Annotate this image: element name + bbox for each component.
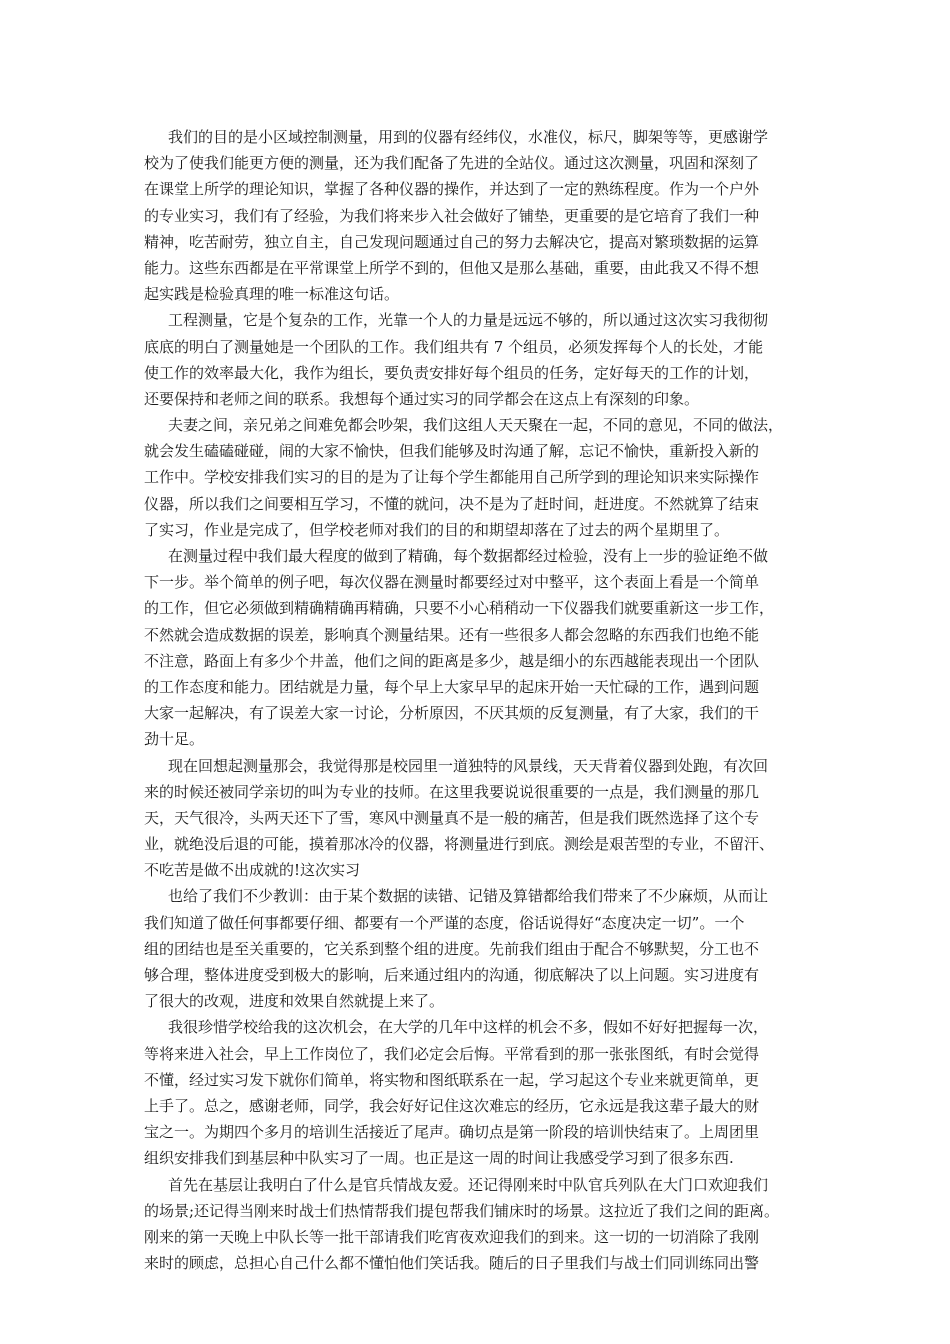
text-line: 不注意，路面上有多少个井盖，他们之间的距离是多少，越是细小的东西越能表现出一个团队 [144,651,760,670]
text-line: 的工作，但它必须做到精确精确再精确，只要不小心稍稍动一下仪器我们就要重新这一步工作， [144,599,775,618]
text-line: 大家一起解决，有了误差大家一讨论，分析原因，不厌其烦的反复测量，有了大家，我们的干 [144,704,760,723]
text-line: 校为了使我们能更方便的测量，还为我们配备了先进的全站仪。通过这次测量，巩固和深刻了 [144,154,760,173]
text-line: 精神，吃苦耐劳，独立自主，自己发现问题通过自己的努力去解决它，提高对繁琐数据的运算 [144,232,760,251]
text-line: 组的团结也是至关重要的，它关系到整个组的进度。先前我们组由于配合不够默契，分工也不 [144,939,760,958]
text-line: 还要保持和老师之间的联系。我想每个通过实习的同学都会在这点上有深刻的印象。 [144,389,700,408]
text-line: 在课堂上所学的理论知识，掌握了各种仪器的操作，并达到了一定的熟练程度。作为一个户外 [144,180,760,199]
text-line: 仪器，所以我们之间要相互学习，不懂的就问，决不是为了赶时间，赶进度。不然就算了结束 [144,494,760,513]
text-line: 够合理，整体进度受到极大的影响，后来通过组内的沟通，彻底解决了以上问题。实习进度有 [144,966,760,984]
text-line: 不然就会造成数据的误差，影响真个测量结果。还有一些很多人都会忽略的东西我们也绝不能 [144,625,760,644]
text-line: 工作中。学校安排我们实习的目的是为了让每个学生都能用自己所学到的理论知识来实际操作 [144,468,760,487]
text-line: 首先在基层让我明白了什么是官兵情战友爱。还记得刚来时中队官兵列队在大门口欢迎我们 [168,1175,769,1194]
text-line: 我们的目的是小区域控制测量，用到的仪器有经纬仪，水准仪，标尺，脚架等等，更感谢学 [168,128,769,146]
text-line: 刚来的第一天晚上中队长等一批干部请我们吃宵夜欢迎我们的到来。这一切的一切消除了我刚 [144,1227,760,1246]
text-line: 来的时候还被同学亲切的叫为专业的技师。在这里我要说说很重要的一点是，我们测量的那几 [144,782,760,801]
text-line: 业，就绝没后退的可能，摸着那冰冷的仪器，将测量进行到底。测绘是艰苦型的专业，不留汗、 [144,835,775,854]
text-line: 工程测量，它是个复杂的工作，光靠一个人的力量是远远不够的，所以通过这次实习我彻彻 [168,311,769,330]
text-line: 夫妻之间，亲兄弟之间难免都会吵架，我们这组人天天聚在一起，不同的意见，不同的做法， [168,416,784,435]
text-line: 下一步。举个简单的例子吧，每次仪器在测量时都要经过对中整平，这个表面上看是一个简单 [144,573,760,592]
text-line: 不懂，经过实习发下就你们简单，将实物和图纸联系在一起，学习起这个专业来就更简单，更 [144,1070,760,1089]
text-line: 使工作的效率最大化，我作为组长，要负责安排好每个组员的任务，定好每天的工作的计划， [144,363,760,382]
text-line: 不吃苦是做不出成就的!这次实习 [144,861,361,880]
text-line: 宝之一。为期四个多月的培训生活接近了尾声。确切点是第一阶段的培训快结束了。上周团里 [144,1123,760,1142]
text-line: 来时的顾虑，总担心自己什么都不懂怕他们笑话我。随后的日子里我们与战士们同训练同出警 [144,1254,760,1273]
text-line: 劲十足。 [144,730,205,749]
text-line: 能力。这些东西都是在平常课堂上所学不到的，但他又是那么基础，重要，由此我又不得不想 [144,258,760,277]
text-line: 起实践是检验真理的唯一标准这句话。 [144,285,400,304]
text-line: 现在回想起测量那会，我觉得那是校园里一道独特的风景线，天天背着仪器到处跑，有次回 [168,756,769,775]
text-line: 我很珍惜学校给我的这次机会，在大学的几年中这样的机会不多，假如不好好把握每一次， [168,1018,769,1037]
text-line: 的专业实习，我们有了经验，为我们将来步入社会做好了铺垫，更重要的是它培育了我们一种 [144,206,760,225]
text-line: 了实习，作业是完成了，但学校老师对我们的目的和期望却落在了过去的两个星期里了。 [144,520,730,539]
text-line: 组织安排我们到基层种中队实习了一周。也正是这一周的时间让我感受学习到了很多东西. [144,1149,734,1168]
text-line: 的场景;还记得当刚来时战士们热情帮我们提包帮我们铺床时的场景。这拉近了我们之间的距离。 [144,1201,780,1220]
text-line: 就会发生磕磕碰碰，闹的大家不愉快，但我们能够及时沟通了解，忘记不愉快，重新投入新的 [144,442,760,461]
text-line: 底底的明白了测量她是一个团队的工作。我们组共有 7 个组员，必须发挥每个人的长处，才能 [144,337,764,356]
text-line: 了很大的改观，进度和效果自然就提上来了。 [144,992,445,1011]
document-body [144,124,804,1276]
text-line: 在测量过程中我们最大程度的做到了精确，每个数据都经过检验，没有上一步的验证绝不做 [168,547,769,565]
text-line: 的工作态度和能力。团结就是力量，每个早上大家早早的起床开始一天忙碌的工作，遇到问题 [144,677,760,696]
text-line: 等将来进入社会，早上工作岗位了，我们必定会后悔。平常看到的那一张张图纸，有时会觉得 [144,1044,760,1063]
text-line: 我们知道了做任何事都要仔细、都要有一个严谨的态度，俗话说得好“态度决定一切”。一个 [144,913,745,932]
text-line: 也给了我们不少教训：由于某个数据的读错、记错及算错都给我们带来了不少麻烦，从而让 [168,887,769,906]
text-line: 上手了。总之，感谢老师，同学，我会好好记住这次难忘的经历，它永远是我这辈子最大的财 [144,1096,760,1115]
text-line: 天，天气很冷，头两天还下了雪，寒风中测量真不是一般的痛苦，但是我们既然选择了这个专 [144,808,760,827]
